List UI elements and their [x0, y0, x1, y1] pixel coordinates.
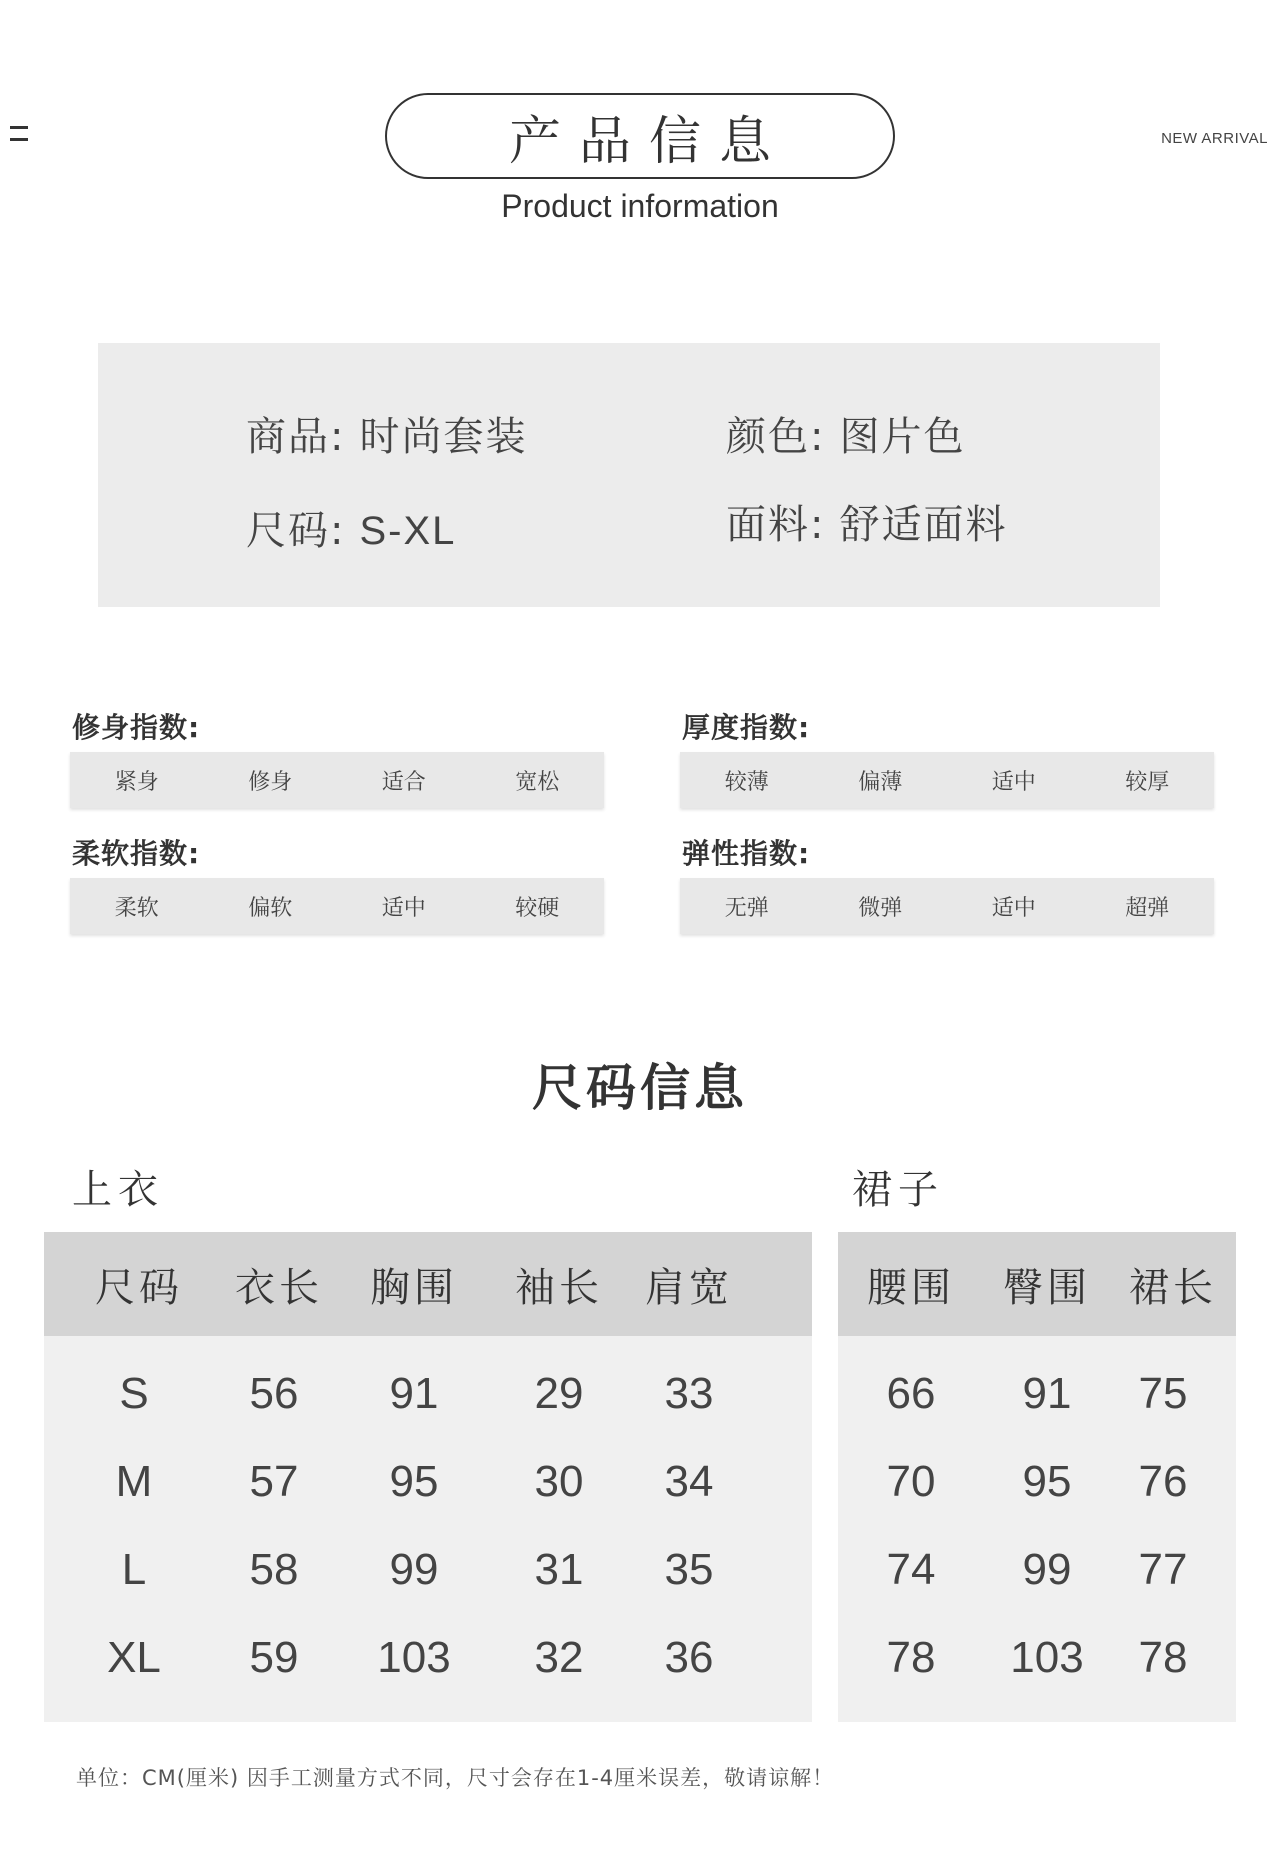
fit-option: 修身: [248, 769, 293, 795]
page-title: 产品信息: [385, 93, 895, 179]
fit-option: 紧身: [114, 769, 159, 795]
table-cell: 32: [534, 1633, 584, 1682]
softness-option: 较硬: [515, 895, 560, 921]
fit-index-label: 修身指数:: [72, 711, 201, 744]
table-row: [838, 1438, 1236, 1526]
size-info-title: 尺码信息: [532, 1059, 748, 1117]
thickness-option: 适中: [991, 769, 1036, 795]
skirt-table-title: 裙子: [852, 1167, 944, 1213]
info-size-value: S-XL: [359, 509, 457, 553]
info-product-value: 时尚套装: [359, 414, 528, 460]
table-cell: 103: [1010, 1633, 1084, 1682]
thickness-option: 较厚: [1125, 769, 1170, 795]
elasticity-index-label: 弹性指数:: [682, 837, 811, 870]
fit-index-bar: [70, 752, 604, 808]
fit-option: 适合: [381, 769, 426, 795]
table-cell: 35: [664, 1545, 714, 1594]
table-row: [44, 1526, 812, 1614]
info-size-label: 尺码:: [246, 508, 346, 554]
size-footnote: 单位：CM(厘米) 因手工测量方式不同，尺寸会存在1-4厘米误差，敬请谅解！: [76, 1766, 835, 1790]
header-cell: 胸围: [370, 1264, 458, 1311]
menu-icon[interactable]: [10, 122, 30, 148]
header-cell: 臀围: [1003, 1264, 1091, 1311]
table-cell: L: [121, 1545, 147, 1594]
table-cell: 76: [1138, 1457, 1188, 1506]
table-cell: 99: [1022, 1545, 1072, 1594]
table-cell: 59: [249, 1633, 299, 1682]
table-row: [44, 1350, 812, 1438]
header-cell: 腰围: [867, 1264, 955, 1311]
table-cell: 78: [886, 1633, 936, 1682]
table-cell: M: [115, 1457, 153, 1506]
info-color-label: 颜色:: [726, 414, 826, 460]
softness-option: 偏软: [248, 895, 293, 921]
thickness-option: 偏薄: [858, 769, 903, 795]
header-cell: 裙长: [1129, 1264, 1217, 1311]
table-cell: XL: [107, 1633, 161, 1682]
table-cell: 95: [1022, 1457, 1072, 1506]
table-cell: 36: [664, 1633, 714, 1682]
softness-option: 适中: [381, 895, 426, 921]
table-cell: 58: [249, 1545, 299, 1594]
new-arrival-label: NEW ARRIVAL: [1161, 130, 1268, 147]
softness-index-bar: [70, 878, 604, 934]
thickness-index-label: 厚度指数:: [682, 711, 811, 744]
product-info-panel: [98, 343, 1160, 607]
header-cell: 尺码: [95, 1264, 183, 1311]
thickness-option: 较薄: [724, 769, 769, 795]
table-cell: 34: [664, 1457, 714, 1506]
info-fabric: [726, 493, 1007, 550]
table-cell: 70: [886, 1457, 936, 1506]
table-cell: 75: [1138, 1369, 1188, 1418]
table-cell: 77: [1138, 1545, 1188, 1594]
top-size-table: [44, 1232, 812, 1722]
table-row: [44, 1614, 812, 1702]
info-color-value: 图片色: [839, 414, 966, 460]
page-subtitle: Product information: [501, 188, 779, 224]
info-fabric-value: 舒适面料: [839, 502, 1008, 548]
table-cell: 66: [886, 1369, 936, 1418]
header-cell: 衣长: [235, 1264, 323, 1311]
table-cell: 91: [389, 1369, 439, 1418]
info-color: [726, 405, 965, 462]
elasticity-option: 微弹: [858, 895, 903, 921]
table-cell: 57: [249, 1457, 299, 1506]
table-row: [838, 1614, 1236, 1702]
fit-option: 宽松: [515, 769, 560, 795]
thickness-index-bar: [680, 752, 1214, 808]
info-size: [246, 499, 456, 556]
elasticity-index-bar: [680, 878, 1214, 934]
table-cell: 103: [377, 1633, 451, 1682]
table-cell: 29: [534, 1369, 584, 1418]
softness-index-label: 柔软指数:: [72, 837, 201, 870]
table-row: [838, 1526, 1236, 1614]
info-product: [246, 405, 527, 462]
elasticity-option: 超弹: [1125, 895, 1170, 921]
table-cell: 91: [1022, 1369, 1072, 1418]
table-cell: 56: [249, 1369, 299, 1418]
top-table-header: [44, 1232, 812, 1336]
header-cell: 袖长: [515, 1264, 603, 1311]
table-cell: 74: [886, 1545, 936, 1594]
table-cell: 30: [534, 1457, 584, 1506]
table-cell: 31: [534, 1545, 584, 1594]
elasticity-option: 无弹: [724, 895, 769, 921]
info-fabric-label: 面料:: [726, 502, 826, 548]
info-product-label: 商品:: [246, 414, 346, 460]
table-cell: 33: [664, 1369, 714, 1418]
table-cell: 99: [389, 1545, 439, 1594]
table-cell: 95: [389, 1457, 439, 1506]
table-cell: 78: [1138, 1633, 1188, 1682]
skirt-table-header: [838, 1232, 1236, 1336]
softness-option: 柔软: [114, 895, 159, 921]
table-row: [838, 1350, 1236, 1438]
table-cell: S: [119, 1369, 149, 1418]
skirt-size-table: [838, 1232, 1236, 1722]
top-table-title: 上衣: [72, 1167, 164, 1213]
elasticity-option: 适中: [991, 895, 1036, 921]
table-row: [44, 1438, 812, 1526]
header-cell: 肩宽: [645, 1264, 733, 1311]
